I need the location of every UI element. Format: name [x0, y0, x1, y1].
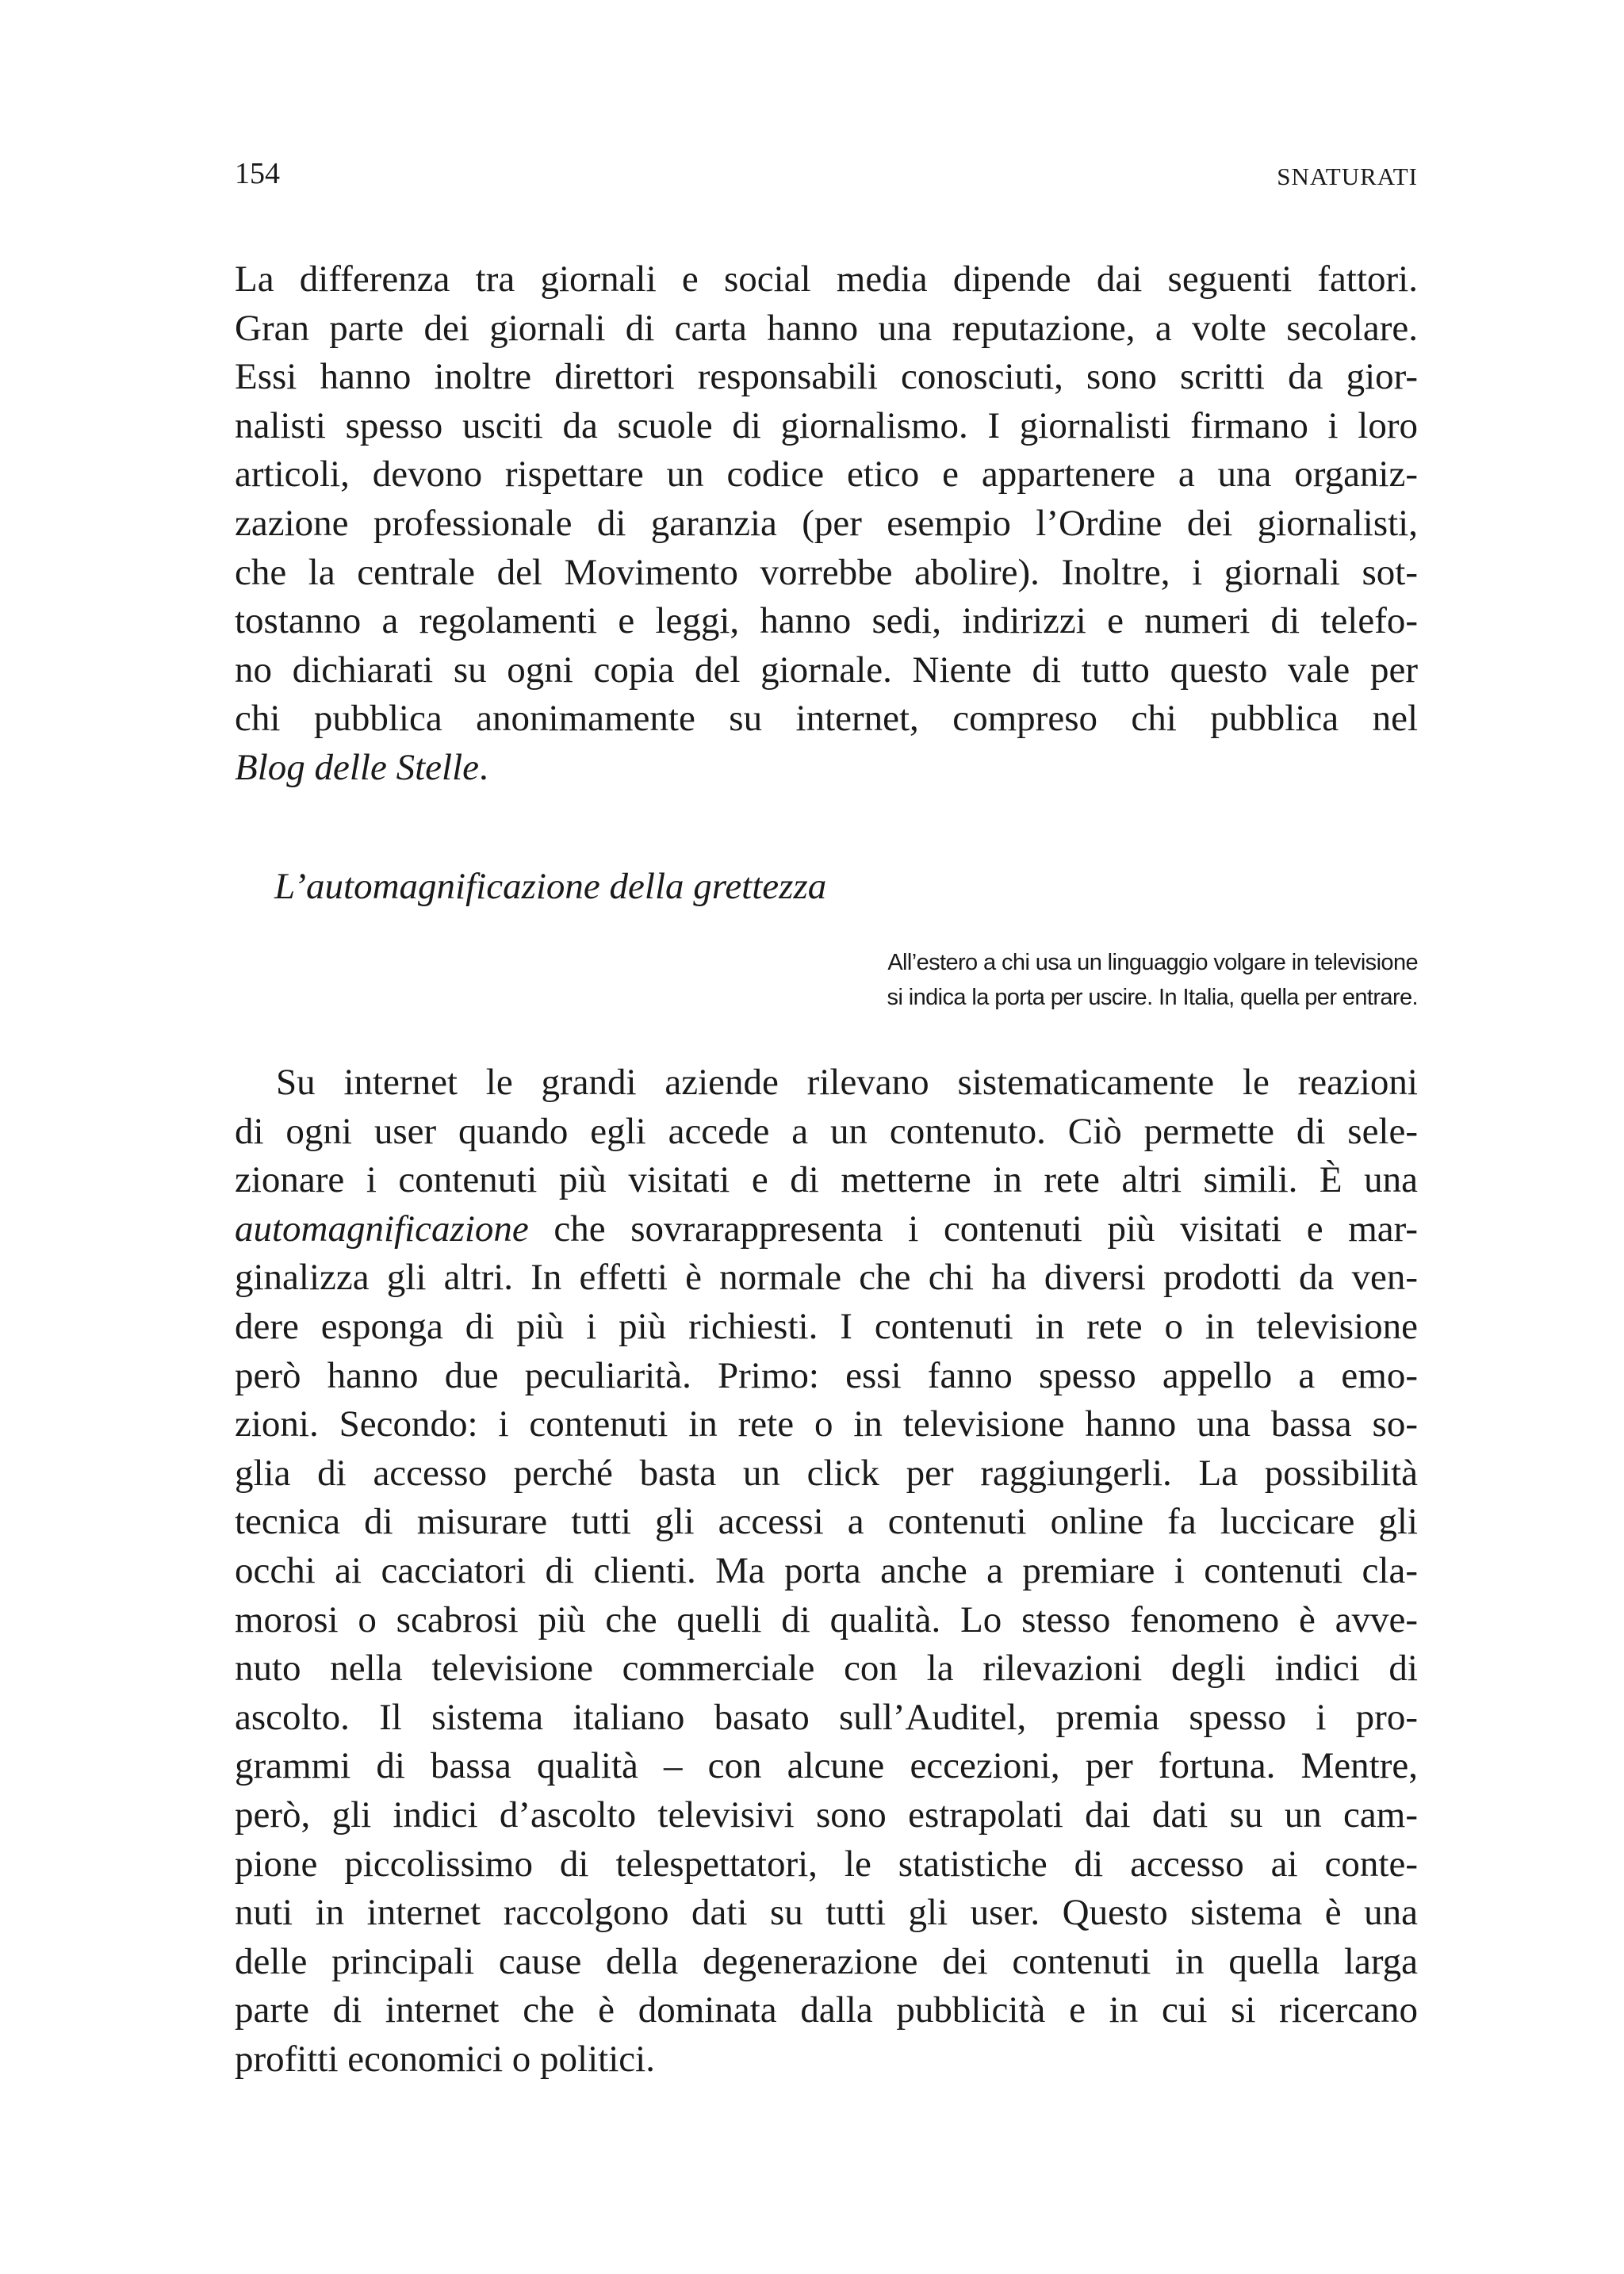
- paragraph-2-line: grammi di bassa qualità – con alcune eccezioni, per fortuna. Mentre,: [235, 1745, 1418, 1787]
- paragraph-2-line: [235, 1205, 1418, 1254]
- page-number: 154: [235, 157, 280, 190]
- period: .: [479, 746, 488, 788]
- paragraph-1: [235, 255, 1418, 793]
- paragraph-1-last-line: [235, 744, 1418, 793]
- paragraph-2-line: di ogni user quando egli accede a un contenuto. Ciò permette di sele-: [235, 1110, 1418, 1152]
- paragraph-2-line: delle principali cause della degenerazione dei contenuti in quella larga: [235, 1940, 1418, 1982]
- section-heading: L’automagnificazione della grettezza: [274, 866, 827, 907]
- paragraph-2-line: dere esponga di più i più richiesti. I contenuti in rete o in televisione: [235, 1305, 1418, 1347]
- paragraph-2-line: ginalizza gli altri. In effetti è normale che chi ha diversi prodotti da ven-: [235, 1257, 1418, 1299]
- paragraph-2-line: zionare i contenuti più visitati e di metterne in rete altri simili. È una: [235, 1159, 1418, 1201]
- paragraph-2-line: parte di internet che è dominata dalla pubblicità e in cui si ricercano: [235, 1989, 1418, 2031]
- paragraph-2-line: pione piccolissimo di telespettatori, le statistiche di accesso ai conte-: [235, 1843, 1418, 1885]
- paragraph-2-line: però hanno due peculiarità. Primo: essi fanno spesso appello a emo-: [235, 1354, 1418, 1396]
- paragraph-1-line: articoli, devono rispettare un codice etico e appartenere a una organiz-: [235, 454, 1418, 496]
- paragraph-2-line: tecnica di misurare tutti gli accessi a contenuti online fa luccicare gli: [235, 1501, 1418, 1543]
- paragraph-1-line: zazione professionale di garanzia (per esempio l’Ordine dei giornalisti,: [235, 502, 1418, 544]
- paragraph-2-line: ascolto. Il sistema italiano basato sull’Auditel, premia spesso i pro-: [235, 1696, 1418, 1738]
- paragraph-2-line: nuto nella televisione commerciale con la rilevazioni degli indici di: [235, 1648, 1418, 1690]
- paragraph-1-line: chi pubblica anonimamente su internet, compreso chi pubblica nel: [235, 698, 1418, 740]
- paragraph-1-line: no dichiarati su ogni copia del giornale. Niente di tutto questo vale per: [235, 649, 1418, 691]
- automagnificazione-italic: automagnificazione: [235, 1208, 529, 1250]
- paragraph-1-line: nalisti spesso usciti da scuole di giornalismo. I giornalisti firmano i loro: [235, 404, 1418, 446]
- paragraph-2-last-line: profitti economici o politici.: [235, 2038, 655, 2080]
- paragraph-2-line: nuti in internet raccolgono dati su tutti gli user. Questo sistema è una: [235, 1892, 1418, 1934]
- paragraph-2-line: Su internet le grandi aziende rilevano sistematicamente le reazioni: [276, 1062, 1418, 1103]
- paragraph-1-line: La differenza tra giornali e social media dipende dai seguenti fattori.: [235, 258, 1418, 300]
- paragraph-1-line: tostanno a regolamenti e leggi, hanno sedi, indirizzi e numeri di telefo-: [235, 600, 1418, 642]
- paragraph-2-line: occhi ai cacciatori di clienti. Ma porta anche a premiare i contenuti cla-: [235, 1549, 1418, 1591]
- paragraph-1-line: Gran parte dei giornali di carta hanno una reputazione, a volte secolare.: [235, 307, 1418, 349]
- paragraph-2-line: zioni. Secondo: i contenuti in rete o in televisione hanno una bassa so-: [235, 1403, 1418, 1445]
- blog-title-italic: Blog delle Stelle: [235, 746, 480, 788]
- paragraph-1-line: Essi hanno inoltre direttori responsabili conosciuti, sono scritti da gior-: [235, 356, 1418, 398]
- paragraph-2-line: però, gli indici d’ascolto televisivi sono estrapolati dai dati su un cam-: [235, 1794, 1418, 1836]
- epigraph: [815, 945, 1418, 1015]
- paragraph-2-line: morosi o scabrosi più che quelli di qualità. Lo stesso fenomeno è avve-: [235, 1598, 1418, 1640]
- epigraph-line: si indica la porta per uscire. In Italia, quella per entrare.: [887, 985, 1418, 1010]
- italic-line-rest: che sovrarappresenta i contenuti più visitati e mar-: [528, 1208, 1418, 1250]
- paragraph-2-line: glia di accesso perché basta un click per raggiungerli. La possibilità: [235, 1452, 1418, 1494]
- paragraph-1-line: che la centrale del Movimento vorrebbe abolire). Inoltre, i giornali sot-: [235, 551, 1418, 593]
- running-head: [235, 154, 1418, 193]
- paragraph-2: [235, 1059, 1418, 2084]
- epigraph-line: All’estero a chi usa un linguaggio volgare in televisione: [887, 950, 1418, 975]
- book-title: SNATURATI: [1277, 163, 1418, 190]
